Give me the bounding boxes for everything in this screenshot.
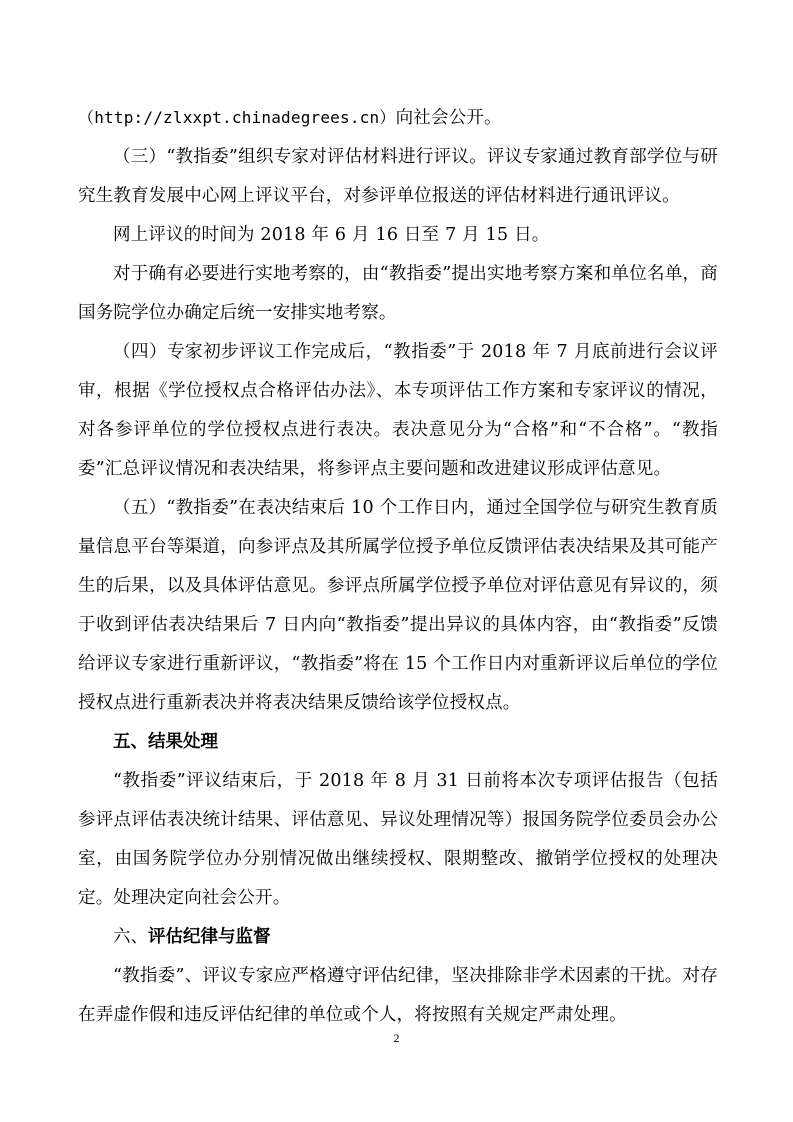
paragraph-review-period: 网上评议的时间为 2018 年 6 月 16 日至 7 月 15 日。 bbox=[113, 225, 550, 245]
section-heading-discipline-number: 六、 bbox=[113, 927, 148, 947]
paragraph-url-line bbox=[78, 98, 718, 138]
section-heading-discipline bbox=[78, 918, 718, 957]
section-heading-results: 五、结果处理 bbox=[113, 732, 218, 752]
paragraph-feedback: （五）“教指委”在表决结束后 10 个工作日内，通过全国学位与研究生教育质量信息平台等渠道，向参评点及其所属学位授予单位反馈评估表决结果及其可能产生的后果，以及具体评估意见。参评点所属学位授予单位对评估意见有异议的，须于收到评估表决结果后 7 日内向“教指委”提出异议的具体内容，由“教指委”反馈给评议专家进行重新评议，“教指委”将在 15 个工作日内对重新评议后单位的学位授权点进行重新表决并将表决结果反馈给该学位授权点。 bbox=[78, 498, 718, 713]
paragraph-results-handling: “教指委”评议结束后，于 2018 年 8 月 31 日前将本次专项评估报告（包括参评点评估表决统计结果、评估意见、异议处理情况等）报国务院学位委员会办公室，由国务院学位办分别情况做出继续授权、限期整改、撤销学位授权的处理决定。处理决定向社会公开。 bbox=[78, 771, 718, 908]
page-number: 2 bbox=[393, 1031, 400, 1045]
paragraph-discipline: “教指委”、评议专家应严格遵守评估纪律，坚决排除非学术因素的干扰。对存在弄虚作假和违反评估纪律的单位或个人，将按照有关规定严肃处理。 bbox=[78, 966, 718, 1025]
paragraph-url-tail: 向社会公开。 bbox=[395, 108, 502, 128]
platform-url: （http://zlxxpt.chinadegrees.cn） bbox=[78, 108, 396, 127]
paragraph-site-visit: 对于确有必要进行实地考察的，由“教指委”提出实地考察方案和单位名单，商国务院学位办确定后统一安排实地考察。 bbox=[78, 264, 718, 323]
document-body bbox=[78, 98, 718, 1035]
paragraph-meeting-review: （四）专家初步评议工作完成后，“教指委”于 2018 年 7 月底前进行会议评审，根据《学位授权点合格评估办法》、本专项评估工作方案和专家评议的情况，对各参评单位的学位授权点进行表决。表决意见分为“合格”和“不合格”。“教指委”汇总评议情况和表决结果，将参评点主要问题和改进建议形成评估意见。 bbox=[78, 342, 718, 479]
section-heading-discipline-text: 评估纪律与监督 bbox=[148, 927, 271, 947]
paragraph-expert-review: （三）“教指委”组织专家对评估材料进行评议。评议专家通过教育部学位与研究生教育发展中心网上评议平台，对参评单位报送的评估材料进行通讯评议。 bbox=[78, 147, 718, 206]
